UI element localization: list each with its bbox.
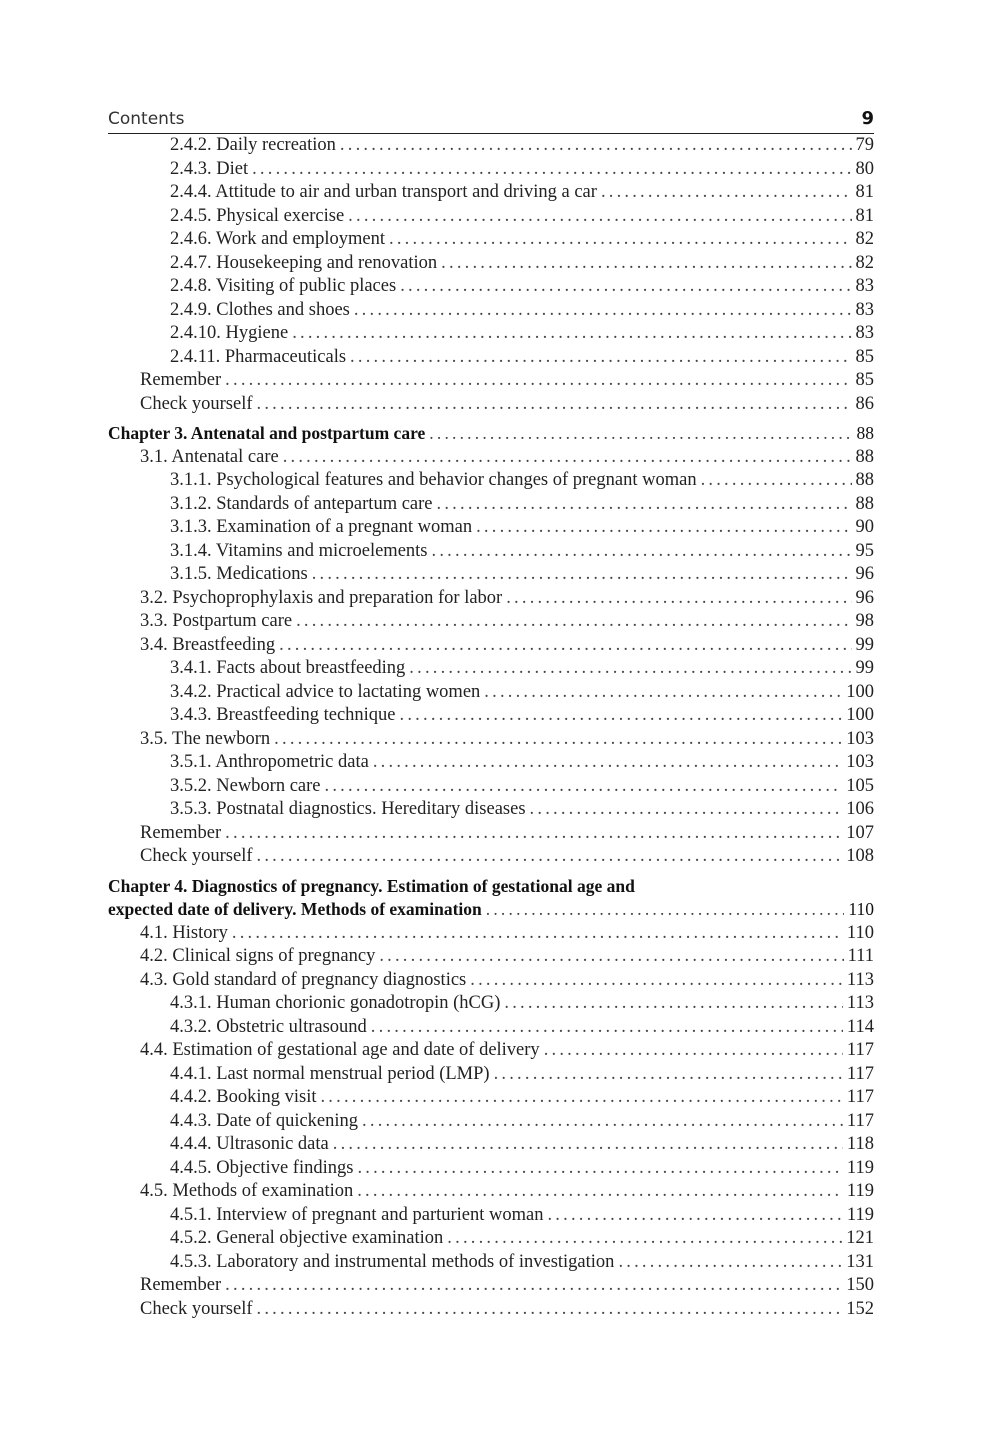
toc-entry-page-number: 88 — [855, 493, 874, 514]
toc-entry-page-number: 100 — [846, 681, 874, 702]
dot-leader — [362, 1110, 843, 1134]
toc-entry[interactable] — [108, 587, 874, 611]
toc-entry-label: 4.4.1. Last normal menstrual period (LMP) — [170, 1063, 490, 1084]
dot-leader — [325, 775, 843, 799]
toc-entry[interactable] — [108, 634, 874, 658]
toc-entry-label: 3.1.5. Medications — [170, 564, 308, 584]
toc-entry-page-number: 117 — [846, 1040, 874, 1060]
toc-entry-label: 4.2. Clinical signs of pregnancy — [140, 946, 376, 966]
toc-entry-page-number: 79 — [855, 135, 874, 155]
toc-entry-label: 3.5.3. Postnatal diagnostics. Hereditary diseases — [170, 799, 526, 819]
toc-entry-page-number: 111 — [847, 946, 874, 966]
toc-entry-page-number: 152 — [846, 1298, 874, 1319]
toc-entry-label: 3.4. Breastfeeding — [140, 634, 276, 655]
header-title: Contents — [108, 109, 185, 129]
toc-entry-page-number: 106 — [846, 799, 874, 819]
toc-entry-page-number: 117 — [846, 1087, 874, 1107]
toc-entry-page-number: 119 — [846, 1181, 874, 1201]
toc-entry-check-yourself[interactable] — [108, 845, 874, 869]
dot-leader — [348, 205, 851, 229]
toc-entry[interactable] — [108, 992, 874, 1016]
toc-entry-label: 4.4.4. Ultrasonic data — [170, 1134, 329, 1154]
toc-entry-page-number: 103 — [846, 728, 874, 749]
toc-entry[interactable] — [108, 1180, 874, 1204]
dot-leader — [283, 446, 852, 470]
toc-entry-page-number: 117 — [846, 1110, 874, 1131]
toc-entry-page-number: 107 — [846, 822, 874, 843]
dot-leader — [494, 1063, 843, 1087]
toc-entry-page-number: 83 — [855, 299, 874, 320]
dot-leader — [400, 275, 851, 299]
toc-entry[interactable] — [108, 181, 874, 205]
dot-leader — [486, 898, 845, 922]
dot-leader — [429, 422, 852, 446]
dot-leader — [470, 969, 843, 993]
dot-leader — [320, 1086, 842, 1110]
dot-leader — [225, 1274, 842, 1298]
dot-leader — [354, 299, 852, 323]
toc-entry-page-number: 85 — [855, 370, 874, 390]
toc-entry-label: 3.5.1. Anthropometric data — [170, 752, 369, 772]
toc-entry[interactable] — [108, 1204, 874, 1228]
toc-entry-label: Chapter 4. Diagnostics of pregnancy. Estimation of gestational age and — [108, 875, 635, 896]
dot-leader — [476, 516, 851, 540]
dot-leader — [447, 1227, 842, 1251]
toc-entry[interactable] — [108, 469, 874, 493]
toc-entry-label: Check yourself — [140, 393, 253, 414]
dot-leader — [618, 1251, 842, 1275]
toc-entry-label: Check yourself — [140, 846, 253, 866]
toc-entry-remember[interactable] — [108, 1274, 874, 1298]
dot-leader — [530, 798, 843, 822]
toc-entry-label: 2.4.7. Housekeeping and renovation — [170, 252, 438, 273]
dot-leader — [701, 469, 852, 493]
dot-leader — [257, 1298, 843, 1322]
dot-leader — [350, 346, 851, 370]
dot-leader — [340, 134, 852, 158]
toc-entry-page-number: 88 — [856, 423, 874, 443]
toc-entry[interactable] — [108, 775, 874, 799]
toc-entry-page-number: 99 — [855, 634, 874, 655]
toc-entry-label: 2.4.9. Clothes and shoes — [170, 299, 350, 320]
toc-entry[interactable] — [108, 493, 874, 517]
dot-leader — [225, 369, 851, 393]
dot-leader — [371, 1016, 843, 1040]
toc-entry-page-number: 100 — [846, 705, 874, 725]
dot-leader — [312, 563, 852, 587]
dot-leader — [257, 845, 843, 869]
toc-entry-page-number: 113 — [846, 993, 874, 1013]
toc-entry-label: 4.5. Methods of examination — [140, 1181, 354, 1201]
dot-leader — [225, 822, 842, 846]
toc-entry-label: 4.5.3. Laboratory and instrumental methods of investigation — [170, 1251, 615, 1272]
toc-entry-remember[interactable] — [108, 369, 874, 393]
toc-entry-page-number: 88 — [855, 470, 874, 490]
toc-entry-label: Check yourself — [140, 1298, 253, 1319]
toc-entry-label: 3.1.1. Psychological features and behavior changes of pregnant woman — [170, 470, 697, 490]
toc-entry-label: Chapter 3. Antenatal and postpartum care — [108, 423, 426, 443]
toc-entry-label: 2.4.4. Attitude to air and urban transport and driving a car — [170, 182, 597, 202]
toc-entry-page-number: 118 — [846, 1134, 874, 1154]
toc-entry-label: 2.4.5. Physical exercise — [170, 205, 345, 226]
toc-entry-label: 4.5.2. General objective examination — [170, 1228, 444, 1248]
dot-leader — [484, 681, 842, 705]
toc-entry-label: 3.1. Antenatal care — [140, 446, 279, 467]
toc-entry[interactable] — [108, 1133, 874, 1157]
toc-chapter-3[interactable] — [108, 422, 874, 446]
toc-entry-label: 4.3. Gold standard of pregnancy diagnostics — [140, 969, 467, 990]
toc-entry-label: 2.4.2. Daily recreation — [170, 135, 336, 155]
dot-leader — [432, 540, 852, 564]
toc-entry[interactable] — [108, 728, 874, 752]
toc-entry[interactable] — [108, 1251, 874, 1275]
toc-entry[interactable] — [108, 299, 874, 323]
toc-entry[interactable] — [108, 1227, 874, 1251]
toc-entry[interactable] — [108, 252, 874, 276]
dot-leader — [544, 1039, 843, 1063]
toc-entry-remember[interactable] — [108, 822, 874, 846]
toc-entry[interactable] — [108, 1016, 874, 1040]
toc-entry-label: 3.1.3. Examination of a pregnant woman — [170, 517, 473, 537]
toc-entry-page-number: 95 — [855, 540, 874, 561]
toc-entry[interactable] — [108, 1110, 874, 1134]
toc-entry-page-number: 150 — [846, 1275, 874, 1295]
toc-entry-page-number: 90 — [855, 517, 874, 537]
toc-entry-label: Remember — [140, 370, 222, 390]
dot-leader — [601, 181, 852, 205]
dot-leader — [547, 1204, 842, 1228]
dot-leader — [379, 945, 843, 969]
toc-entry-page-number: 96 — [855, 587, 874, 608]
toc-entry-page-number: 117 — [846, 1063, 874, 1084]
dot-leader — [357, 1157, 842, 1181]
toc-entry-label: 4.3.1. Human chorionic gonadotropin (hCG) — [170, 993, 501, 1013]
dot-leader — [437, 493, 852, 517]
toc-entry-label: 2.4.11. Pharmaceuticals — [170, 346, 347, 367]
toc-entry-page-number: 80 — [855, 158, 874, 179]
toc-entry-page-number: 85 — [855, 346, 874, 367]
toc-entry-label: 2.4.3. Diet — [170, 158, 249, 179]
toc-chapter-4[interactable] — [108, 898, 874, 922]
toc-entry-label: Remember — [140, 1275, 222, 1295]
toc-entry[interactable] — [108, 275, 874, 299]
toc-entry[interactable] — [108, 228, 874, 252]
toc-entry-page-number: 81 — [855, 182, 874, 202]
toc-entry-label: 3.3. Postpartum care — [140, 611, 293, 631]
toc-entry-label: 4.4.3. Date of quickening — [170, 1110, 359, 1131]
toc-entry[interactable] — [108, 205, 874, 229]
toc-entry-check-yourself[interactable] — [108, 393, 874, 417]
dot-leader — [333, 1133, 843, 1157]
toc-entry[interactable] — [108, 1157, 874, 1181]
toc-entry-page-number: 99 — [855, 658, 874, 678]
toc-entry[interactable] — [108, 540, 874, 564]
toc-entry[interactable] — [108, 610, 874, 634]
toc-entry-label: 4.5.1. Interview of pregnant and parturient woman — [170, 1204, 544, 1225]
toc-entry-page-number: 119 — [846, 1157, 874, 1178]
toc-entry-page-number: 110 — [848, 899, 874, 919]
toc-entry-label: 3.1.2. Standards of antepartum care — [170, 493, 433, 514]
table-of-contents — [108, 134, 874, 1321]
dot-leader — [292, 322, 851, 346]
toc-entry-page-number: 103 — [846, 752, 874, 772]
toc-entry-label: Remember — [140, 822, 222, 843]
toc-entry-label: 2.4.8. Visiting of public places — [170, 276, 397, 296]
toc-chapter-4-title-line1[interactable] — [108, 875, 874, 899]
toc-entry-check-yourself[interactable] — [108, 1298, 874, 1322]
toc-entry[interactable] — [108, 322, 874, 346]
toc-entry-page-number: 119 — [846, 1204, 874, 1225]
toc-entry[interactable] — [108, 704, 874, 728]
toc-entry-label: 4.4.2. Booking visit — [170, 1087, 317, 1107]
toc-entry-page-number: 114 — [846, 1016, 874, 1037]
dot-leader — [441, 252, 851, 276]
dot-leader — [279, 634, 851, 658]
toc-entry[interactable] — [108, 922, 874, 946]
contents-page — [108, 108, 874, 1321]
toc-entry[interactable] — [108, 657, 874, 681]
toc-entry-label: 3.4.3. Breastfeeding technique — [170, 705, 396, 725]
dot-leader — [373, 751, 842, 775]
toc-entry-page-number: 81 — [855, 205, 874, 226]
toc-entry-page-number: 131 — [846, 1251, 874, 1272]
toc-entry[interactable] — [108, 1086, 874, 1110]
dot-leader — [252, 158, 851, 182]
dot-leader — [257, 393, 852, 417]
toc-entry[interactable] — [108, 446, 874, 470]
toc-entry[interactable] — [108, 969, 874, 993]
toc-entry-page-number: 105 — [846, 775, 874, 796]
toc-entry-page-number: 88 — [855, 446, 874, 467]
toc-entry-label: expected date of delivery. Methods of examination — [108, 899, 482, 919]
toc-entry-page-number: 82 — [855, 229, 874, 249]
toc-entry-label: 4.4. Estimation of gestational age and date of delivery — [140, 1040, 540, 1060]
toc-entry[interactable] — [108, 563, 874, 587]
toc-entry-page-number: 108 — [846, 846, 874, 866]
dot-leader — [296, 610, 851, 634]
toc-entry[interactable] — [108, 516, 874, 540]
toc-entry-page-number: 96 — [855, 564, 874, 584]
dot-leader — [357, 1180, 843, 1204]
toc-entry[interactable] — [108, 134, 874, 158]
toc-entry-page-number: 110 — [846, 922, 874, 943]
toc-entry[interactable] — [108, 158, 874, 182]
toc-entry[interactable] — [108, 681, 874, 705]
dot-leader — [400, 704, 843, 728]
toc-entry[interactable] — [108, 346, 874, 370]
toc-entry-page-number: 83 — [855, 323, 874, 343]
toc-entry-page-number: 121 — [846, 1228, 874, 1248]
toc-entry-label: 3.4.2. Practical advice to lactating women — [170, 681, 481, 702]
toc-entry-label: 2.4.6. Work and employment — [170, 229, 385, 249]
toc-entry-label: 4.4.5. Objective findings — [170, 1157, 354, 1178]
toc-entry[interactable] — [108, 945, 874, 969]
toc-entry-page-number: 86 — [855, 393, 874, 414]
toc-entry-page-number: 82 — [855, 252, 874, 273]
toc-entry-label: 4.1. History — [140, 922, 228, 943]
toc-entry[interactable] — [108, 751, 874, 775]
header-page-number: 9 — [861, 108, 874, 129]
toc-entry[interactable] — [108, 1039, 874, 1063]
dot-leader — [274, 728, 842, 752]
dot-leader — [232, 922, 843, 946]
toc-entry-label: 3.5.2. Newborn care — [170, 775, 321, 796]
toc-entry-label: 2.4.10. Hygiene — [170, 323, 289, 343]
toc-entry-label: 3.4.1. Facts about breastfeeding — [170, 658, 406, 678]
toc-entry-page-number: 83 — [855, 276, 874, 296]
dot-leader — [409, 657, 851, 681]
dot-leader — [506, 587, 851, 611]
toc-entry-label: 3.2. Psychoprophylaxis and preparation for labor — [140, 587, 503, 608]
toc-entry-label: 3.5. The newborn — [140, 728, 271, 749]
toc-entry[interactable] — [108, 798, 874, 822]
toc-entry-page-number: 113 — [846, 969, 874, 990]
running-header — [108, 108, 874, 134]
dot-leader — [389, 228, 852, 252]
toc-entry-label: 4.3.2. Obstetric ultrasound — [170, 1016, 367, 1037]
toc-entry[interactable] — [108, 1063, 874, 1087]
toc-entry-label: 3.1.4. Vitamins and microelements — [170, 540, 428, 561]
dot-leader — [504, 992, 843, 1016]
toc-entry-page-number: 98 — [855, 611, 874, 631]
